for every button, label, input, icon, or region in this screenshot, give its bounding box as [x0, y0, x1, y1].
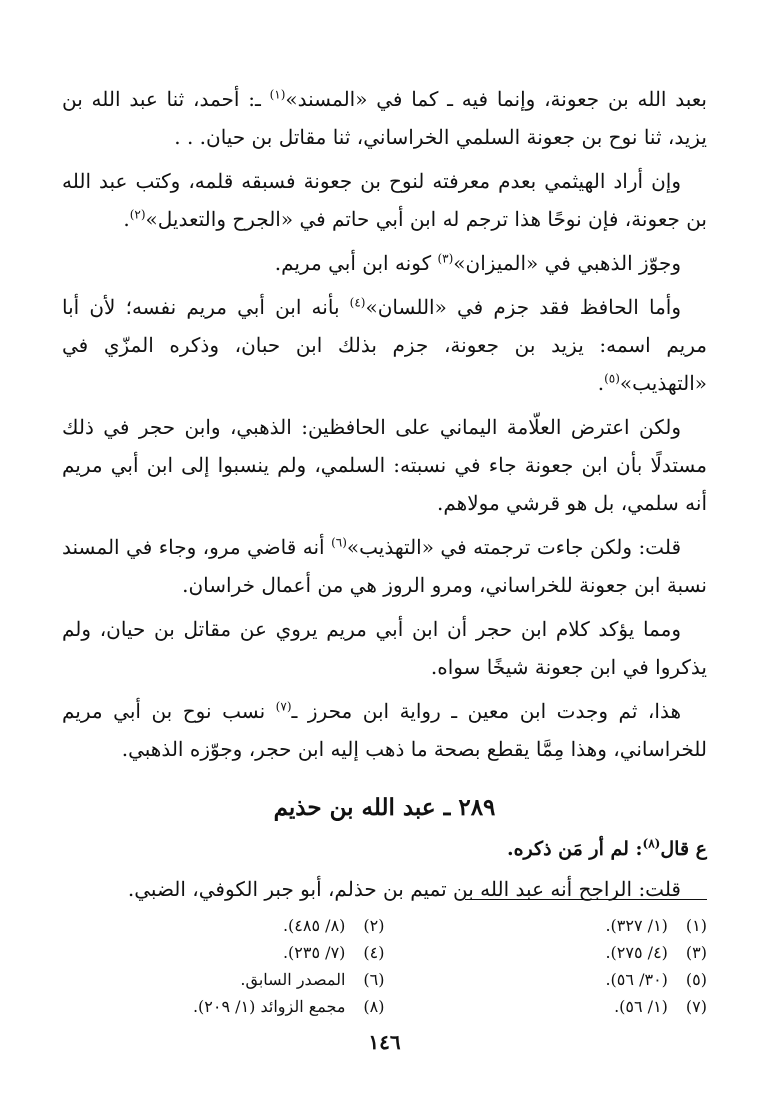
text: .	[597, 371, 605, 395]
footnote-row	[62, 939, 707, 966]
footnote-text: (١/ ٥٦).	[614, 997, 668, 1016]
footnote	[62, 966, 385, 993]
footnote	[385, 993, 708, 1020]
footnote-text: (٤/ ٢٧٥).	[605, 943, 668, 962]
text: .	[123, 207, 130, 231]
text: بعبد الله بن جعونة، وإنما فيه ـ كما في «المسند»	[285, 87, 708, 111]
paragraph-6	[62, 528, 707, 604]
section-heading: ٢٨٩ ـ عبد الله بن حذيم	[273, 794, 496, 821]
text: وإن أراد الهيثمي بعدم معرفته لنوح بن جعونة فسبقه قلمه، وكتب عبد الله بن جعونة، فإن نوحًا هذا ترجم له ابن أبي حاتم في «الجرح والتعديل»	[62, 169, 707, 231]
footnote-number: (٧)	[685, 997, 707, 1016]
footnote-text: (٨/ ٤٨٥).	[282, 916, 346, 935]
footnote-text: (٣٠/ ٥٦).	[605, 970, 668, 989]
paragraph-4	[62, 288, 707, 402]
paragraph-7: ومما يؤكد كلام ابن حجر أن ابن أبي مريم يروي عن مقاتل بن حيان، ولم يذكروا في ابن جعونة شيخًا سواه.	[62, 617, 707, 679]
text: : لم أر مَن ذكره.	[506, 838, 643, 860]
footnote	[385, 966, 708, 993]
footnote-ref[interactable]: (١)	[269, 87, 286, 102]
footnote-text: (٧/ ٢٣٥).	[282, 943, 346, 962]
text: بأنه ابن أبي مريم نفسه؛ لأن أبا مريم اسمه: يزيد بن جعونة، جزم بذلك ابن حبان، وذكره المزّي في «التهذيب»	[62, 295, 707, 395]
footnote-number: (٣)	[685, 943, 707, 962]
section-subheading	[62, 832, 707, 866]
footnote-row	[62, 993, 707, 1020]
footnote-ref[interactable]: (٦)	[331, 535, 347, 550]
footnote-ref[interactable]: (٤)	[349, 295, 366, 310]
footnote-row	[62, 912, 707, 939]
footnote-text: (١/ ٣٢٧).	[605, 916, 668, 935]
footnote-divider	[465, 899, 707, 900]
footnote	[385, 939, 708, 966]
page-number: ١٤٦	[368, 1030, 401, 1054]
paragraph-1	[62, 80, 707, 156]
footnote-number: (٥)	[685, 970, 707, 989]
footnote-ref[interactable]: (٨)	[642, 836, 661, 851]
paragraph-2	[62, 162, 707, 238]
paragraph-8	[62, 692, 707, 768]
footnote-number: (٤)	[363, 943, 385, 962]
footnote	[385, 912, 708, 939]
text: وجوّز الذهبي في «الميزان»	[453, 251, 681, 275]
text: كونه ابن أبي مريم.	[274, 251, 438, 275]
footnote-text: المصدر السابق.	[240, 970, 346, 989]
footnote-ref[interactable]: (٢)	[129, 207, 146, 222]
footnote-number: (١)	[685, 916, 707, 935]
footnote-text: مجمع الزوائد (١/ ٢٠٩).	[192, 997, 346, 1016]
paragraph-3	[62, 244, 707, 282]
text: أنه قاضي مرو، وجاء في المسند نسبة ابن جعونة للخراساني، ومرو الروز هي من أعمال خراسان.	[62, 535, 707, 597]
footnote-row	[62, 966, 707, 993]
footnote-ref[interactable]: (٣)	[437, 251, 454, 266]
paragraph-5: ولكن اعترض العلّامة اليماني على الحافظين: الذهبي، وابن حجر في ذلك مستدلًا بأن ابن جعونة جاء في نسبته: السلمي، ولم ينسبوا إلى ابن أبي مريم أنه سلمي، بل هو قرشي مولاهم.	[62, 415, 707, 515]
footnote-ref[interactable]: (٧)	[275, 699, 292, 714]
text: وأما الحافظ فقد جزم في «اللسان»	[365, 295, 681, 319]
footnote-ref[interactable]: (٥)	[604, 371, 620, 386]
footnotes	[62, 912, 707, 1020]
text: هذا، ثم وجدت ابن معين ـ رواية ابن محرز ـ	[291, 699, 681, 723]
paragraph-9: قلت: الراجح أنه عبد الله بن تميم بن حذلم، أبو جبر الكوفي، الضبي.	[127, 877, 681, 901]
footnote-number: (٨)	[363, 997, 385, 1016]
footnote-number: (٢)	[363, 916, 385, 935]
page-body	[62, 80, 707, 914]
footnote	[62, 993, 385, 1020]
text: قلت: ولكن جاءت ترجمته في «التهذيب»	[346, 535, 682, 559]
footnote-number: (٦)	[363, 970, 385, 989]
text: ع قال	[660, 838, 707, 860]
footnote	[62, 912, 385, 939]
footnote	[62, 939, 385, 966]
text: نسب نوح بن أبي مريم للخراساني، وهذا مِمَّا يقطع بصحة ما ذهب إليه ابن حجر، وجوّزه الذهبي.	[62, 699, 707, 761]
text: ـ: أحمد، ثنا عبد الله بن يزيد، ثنا نوح بن جعونة السلمي الخراساني، ثنا مقاتل بن حيان. . .	[62, 87, 707, 149]
